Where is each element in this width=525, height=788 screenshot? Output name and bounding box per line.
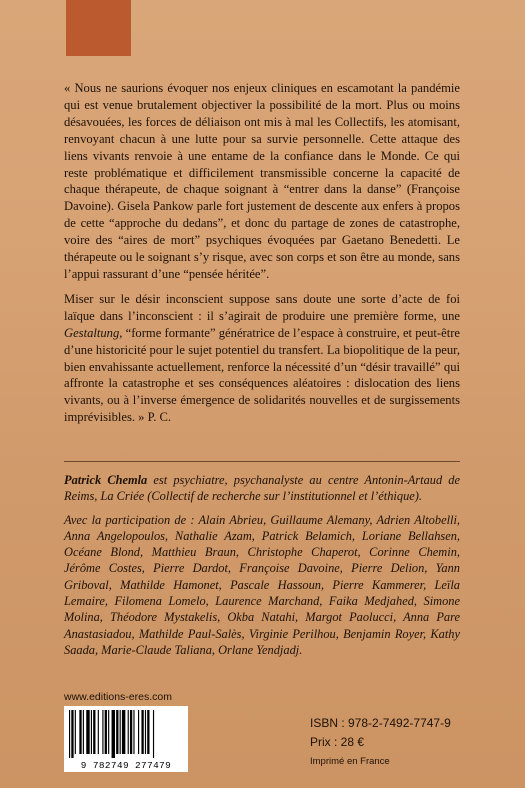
blurb-paragraph-2-end: , “forme formante” génératrice de l’espace à construire, et peut-être d’une historicité pour le sujet potentiel du transfert. La biopolitique de la peur, bien envahissante actuellement, renforce la nécessité d’un “désir travaillé” qui affronte la catastrophe et ses conséquences aléatoires : dislocation des liens vivants, ou à l’inverse émergence de solidarités nouvelles et de surgissements imprévisibles. » P. C. <box>64 325 460 425</box>
barcode-bar <box>108 710 109 754</box>
publisher-website: www.editions-eres.com <box>64 691 172 703</box>
barcode-bar <box>105 710 107 754</box>
barcode-bar <box>86 710 89 754</box>
back-cover-blurb <box>64 80 460 426</box>
printed-in-label: Imprimé en France <box>310 756 390 767</box>
blurb-paragraph-2-start: Miser sur le désir inconscient suppose sans doute une sorte d’acte de foi laïque dans l’inconscient : il s’agirait de produire une première forme, une <box>64 291 460 323</box>
barcode-bar <box>141 710 143 754</box>
blurb-paragraph-2 <box>64 291 460 426</box>
isbn-number: ISBN : 978-2-7492-7747-9 <box>310 716 451 730</box>
author-section <box>64 472 460 658</box>
barcode-digits: 9 782749 277479 <box>80 760 172 771</box>
barcode-bar <box>98 710 99 754</box>
participants-list: Avec la participation de : Alain Abrieu, Guillaume Alemany, Adrien Altobelli, Anna Angelopoulos, Nathalie Azam, Patrick Belamich, Loriane Bellahsen, Océane Blond, Matthieu Braun, Christophe Chaperot, Corinne Chemin, Jérôme Costes, Pierre Dardot, Françoise Davoine, Pierre Delion, Yann Griboval, Mathilde Hamonet, Pascale Hassoun, Pierre Kammerer, Leïla Lemaire, Filomena Lomelo, Laurence Marchand, Faika Medjahed, Simone Molina, Théodore Mystakelis, Okba Natahi, Margot Paolucci, Anna Pare Anastasiadou, Mathilde Paul-Salès, Virginie Perilhou, Benjamin Royer, Kathy Saada, Marie-Claude Taliana, Orlane Yendjadj. <box>64 512 460 657</box>
section-divider <box>64 461 460 462</box>
barcode-bar <box>120 710 121 754</box>
isbn-barcode <box>64 706 188 772</box>
accent-color-block <box>66 0 131 56</box>
barcode-bar <box>91 710 92 754</box>
barcode-bar <box>128 710 129 754</box>
barcode-bar <box>102 710 103 754</box>
barcode-bar <box>69 710 70 758</box>
author-bio-text: est psychiatre, psychanalyste au centre Antonin-Artaud de Reims, La Criée (Collectif de recherche sur l’institutionnel et l’éthique). <box>64 473 461 504</box>
author-name: Patrick Chemla <box>64 473 148 487</box>
barcode-bar <box>79 710 81 754</box>
barcode-bar <box>75 710 76 754</box>
gestaltung-term: Gestaltung <box>64 325 120 340</box>
blurb-paragraph-1: « Nous ne saurions évoquer nos enjeux cliniques en escamotant la pandémie qui est venue brutalement objectiver la possibilité de la mort. Plus ou moins désavouées, les forces de déliaison ont mis à mal les Collectifs, les atomisant, renvoyant chacun à une lutte pour sa survie personnelle. Cette attaque des liens vivants renvoie à une entame de la confiance dans le Monde. Ce qui reste problématique et difficilement transmissible concerne la capacité de chaque thérapeute, de chaque soignant à “entrer dans la danse” (Françoise Davoine). Gisela Pankow parle fort justement de descente aux enfers à propos de cette “approche du dedans”, et donc du partage de zones de catastrophe, voire des “aires de mort” psychiques évoquées par Gaetano Benedetti. Le thérapeute ou le soignant s’y risque, avec son corps et son être au monde, sans l’appui rassurant d’une “pensée héritée”. <box>64 81 460 281</box>
barcode-bar <box>93 710 95 754</box>
barcode-bar <box>138 710 139 754</box>
author-bio <box>64 472 460 505</box>
barcode-bar <box>122 710 125 754</box>
barcode-bars <box>69 710 183 758</box>
barcode-bar <box>71 710 73 758</box>
book-price: Prix : 28 € <box>310 735 365 749</box>
barcode-bar <box>116 710 118 754</box>
barcode-bar <box>130 710 132 754</box>
barcode-bar <box>112 710 115 758</box>
barcode-bar <box>153 710 154 758</box>
barcode-bar <box>83 710 84 754</box>
barcode-bar <box>133 710 134 754</box>
barcode-bar <box>147 710 149 754</box>
barcode-bar <box>145 710 146 754</box>
